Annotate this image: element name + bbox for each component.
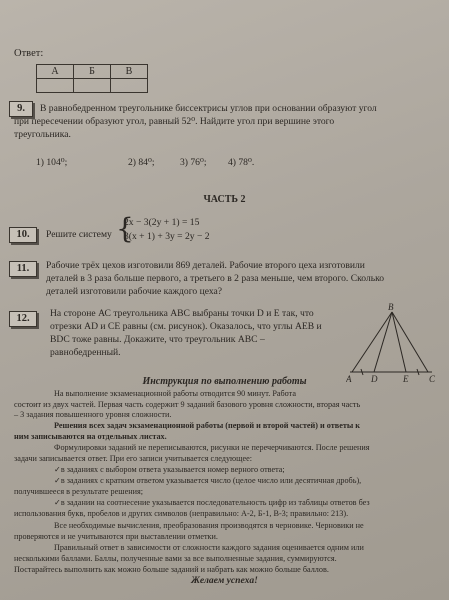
instructions-p1-line-1: На выполнение экзаменационной работы отводится 90 минут. Работа — [54, 389, 296, 398]
answer-table — [36, 64, 148, 93]
question-12-line-2: отрезки AD и CE равны (см. рисунок). Оказалось, что углы AEB и — [50, 321, 322, 332]
answer-header-b: Б — [74, 65, 111, 79]
triangle-figure — [346, 302, 440, 384]
answer-cell-a — [37, 79, 74, 93]
equation-system — [116, 212, 210, 245]
label-a: A — [346, 374, 352, 384]
instructions-p3-line-1: Формулировки заданий не переписываются, рисунки не перечерчиваются. После решения — [54, 443, 370, 452]
answer-header-a: А — [37, 65, 74, 79]
good-luck-text: Желаем успеха! — [191, 575, 258, 586]
label-c: C — [429, 374, 436, 384]
side-ab — [352, 312, 392, 372]
question-9-option-3: 3) 76⁰; — [180, 157, 207, 168]
instructions-p1-line-3: – 3 задания повышенного уровня сложности. — [14, 410, 172, 419]
question-12-line-3: BDC тоже равны. Докажите, что треугольник АВС – — [50, 334, 265, 345]
question-9-line-3: треугольника. — [14, 129, 71, 140]
instructions-bullet-3-line-1: ✓в задании на соотнесение указывается последовательность цифр из таблицы ответов без — [54, 498, 370, 507]
instructions-p1-line-2: состоит из двух частей. Первая часть содержит 9 заданий базового уровня сложности, вторая часть — [14, 400, 361, 409]
instructions-p5-line-1: Правильный ответ в зависимости от сложности каждого задания оценивается одним или — [54, 543, 364, 552]
question-9-option-4: 4) 78⁰. — [228, 157, 255, 168]
answer-header-c: В — [111, 65, 148, 79]
question-9-line-1: В равнобедренном треугольнике биссектрисы углов при основании образуют угол — [40, 103, 377, 114]
instructions-p2-line-2: ним записываются на отдельных листах. — [14, 432, 167, 441]
instructions-title: Инструкция по выполнению работы — [142, 376, 307, 387]
question-9-option-1: 1) 104⁰; — [36, 157, 68, 168]
instructions-bullet-1: ✓в заданиях с выбором ответа указывается номер верного ответа; — [54, 465, 285, 474]
instructions-p4-line-2: проверяются и не учитываются при выставлении отметки. — [14, 532, 218, 541]
question-11-line-1: Рабочие трёх цехов изготовили 869 деталей. Рабочие второго цеха изготовили — [46, 260, 365, 271]
question-10-number: 10. — [9, 227, 37, 243]
instructions-p5-line-2: несколькими баллами. Баллы, полученные вами за все выполненные задания, суммируются. — [14, 554, 337, 563]
label-b: B — [388, 302, 394, 312]
part-2-title: ЧАСТЬ 2 — [203, 194, 246, 205]
instructions-bullet-3-line-2: использования букв, пробелов и других символов (неправильно: А-2, Б-1, В-3; правильно: 213). — [14, 509, 349, 518]
answer-cell-c — [111, 79, 148, 93]
question-11-line-3: деталей изготовили рабочие каждого цеха? — [46, 286, 223, 297]
segment-be — [392, 312, 406, 372]
instructions-p4-line-1: Все необходимые вычисления, преобразования производятся в черновике. Черновики не — [54, 521, 364, 530]
question-9-number: 9. — [9, 101, 33, 117]
question-11-line-2: деталей в 3 раза больше первого, а третьего в 2 раза меньше, чем второго. Сколько — [46, 273, 385, 284]
question-12-line-1: На стороне АС треугольника АВС выбраны точки D и E так, что — [50, 308, 314, 319]
equation-2: 3(x + 1) + 3y = 2y − 2 — [124, 231, 210, 242]
system-brace-icon: { — [116, 212, 134, 245]
answer-label: Ответ: — [14, 48, 44, 59]
segment-bd — [374, 312, 392, 372]
instructions-p3-line-2: задачи записывается ответ. При его записи учитывается следующее: — [14, 454, 253, 463]
question-9-line-2: при пересечении образуют угол, равный 52⁰. Найдите угол при вершине этого — [14, 116, 335, 127]
question-12-line-4: равнобедренный. — [50, 347, 121, 358]
instructions-p5-line-3: Постарайтесь выполнить как можно больше заданий и набрать как можно больше баллов. — [14, 565, 329, 574]
question-9-option-2: 2) 84⁰; — [128, 157, 155, 168]
question-11-number: 11. — [9, 261, 37, 277]
question-10-text: Решите систему — [46, 229, 112, 240]
label-e: E — [403, 374, 409, 384]
instructions-p2-line-1: Решения всех задач экзаменационной работы (первой и второй частей) и ответы к — [54, 421, 361, 430]
equation-1: 2x − 3(2y + 1) = 15 — [124, 217, 200, 228]
instructions-bullet-2-line-1: ✓в заданиях с кратким ответом указывается число (целое число или десятичная дробь), — [54, 476, 362, 485]
answer-cell-b — [74, 79, 111, 93]
question-12-number: 12. — [9, 311, 37, 327]
instructions-bullet-2-line-2: получившееся в результате решения; — [14, 487, 144, 496]
side-bc — [392, 312, 428, 372]
label-d: D — [371, 374, 378, 384]
